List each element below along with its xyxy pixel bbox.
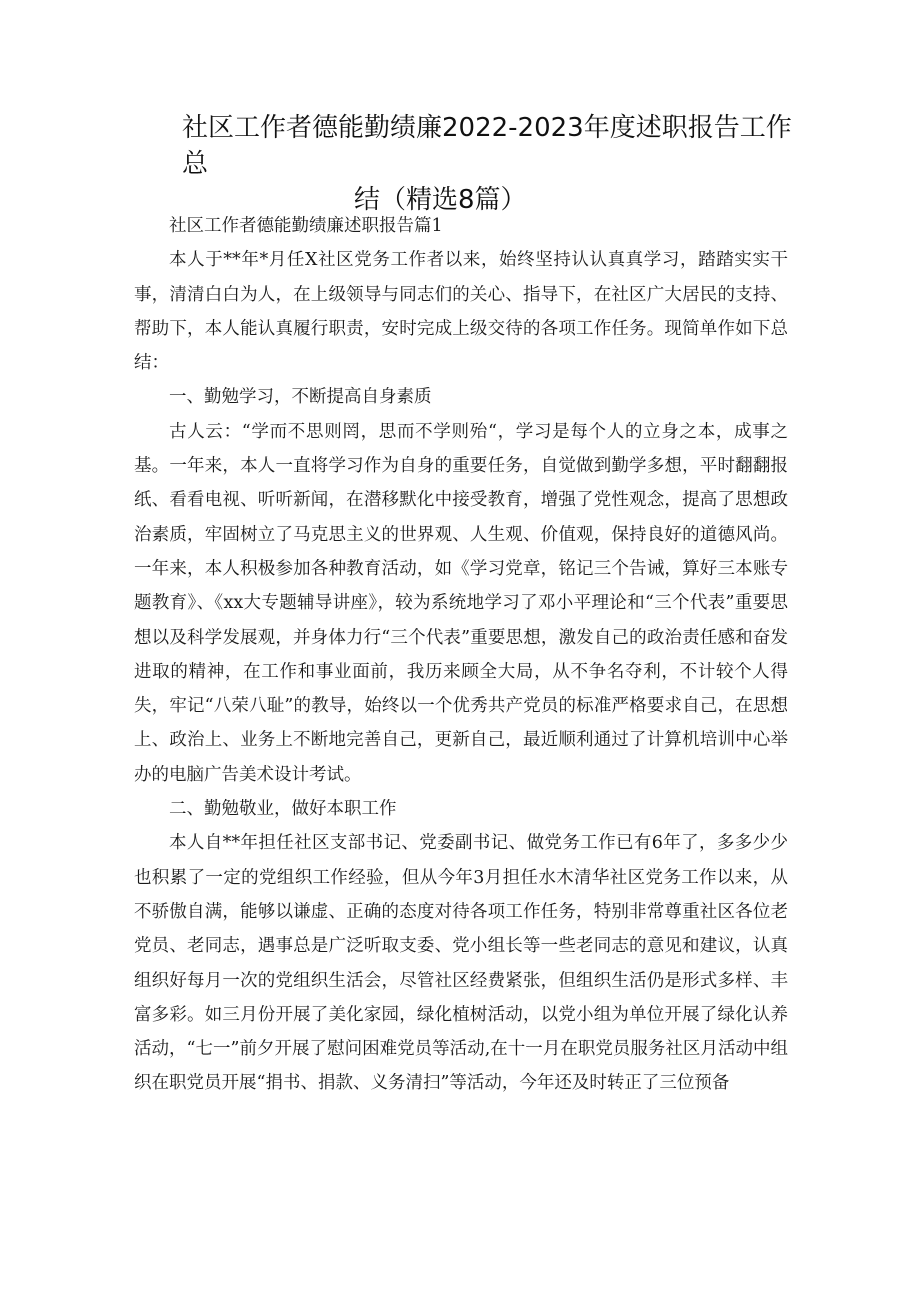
document-title (182, 110, 802, 218)
section-heading: 一、勤勉学习，不断提高自身素质 (169, 387, 432, 408)
body-paragraph: 古人云：“学而不思则罔，思而不学则殆“，学习是每个人的立身之本，成事之基。一年来，本人一直将学习作为自身的重要任务，自觉做到勤学多想，平时翻翻报纸、看看电视、听听新闻，在潜移默化中接受教育，增强了党性观念，提高了思想政治素质，牢固树立了马克思主义的世界观、人生观、价值观，保持良好的道德风尚。一年来，本人积极参加各种教育活动，如《学习党章，铭记三个告诫，算好三本账专题教育》、《xx大专题辅导讲座》，较为系统地学习了邓小平理论和“三个代表”重要思想以及科学发展观，并身体力行“三个代表”重要思想，激发自己的政治责任感和奋发进取的精神，在工作和事业面前，我历来顾全大局，从不争名夺利，不计较个人得失，牢记“八荣八耻”的教导，始终以一个优秀共产党员的标准严格要求自己，在思想上、政治上、业务上不断地完善自己，更新自己，最近顺利通过了计算机培训中心举办的电脑广告美术设计考试。 (134, 421, 788, 785)
title-line-1: 社区工作者德能勤绩廉2022-2023年度述职报告工作总 (182, 113, 792, 179)
section-heading: 二、勤勉敬业，做好本职工作 (169, 799, 397, 820)
section-heading: 社区工作者德能勤绩廉述职报告篇1 (169, 216, 443, 236)
body-paragraph: 本人自**年担任社区支部书记、党委副书记、做党务工作已有6年了，多多少少也积累了一定的党组织工作经验，但从今年3月担任水木清华社区党务工作以来，从不骄傲自满，能够以谦虚、正确的态度对待各项工作任务，特别非常尊重社区各位老党员、老同志，遇事总是广泛听取支委、党小组长等一些老同志的意见和建议，认真组织好每月一次的党组织生活会，尽管社区经费紧张，但组织生活仍是形式多样、丰富多彩。如三月份开展了美化家园，绿化植树活动，以党小组为单位开展了绿化认养活动，“七一”前夕开展了慰问困难党员等活动,在十一月在职党员服务社区月活动中组织在职党员开展“捐书、捐款、义务清扫”等活动，今年还及时转正了三位预备 (134, 833, 788, 1094)
document-body (134, 209, 788, 1101)
body-paragraph: 本人于**年*月任X社区党务工作者以来，始终坚持认认真真学习，踏踏实实干事，清清白白为人，在上级领导与同志们的关心、指导下，在社区广大居民的支持、帮助下，本人能认真履行职责，安时完成上级交待的各项工作任务。现简单作如下总结： (134, 250, 788, 374)
title-line-2: 结（精选8篇） (354, 185, 527, 215)
